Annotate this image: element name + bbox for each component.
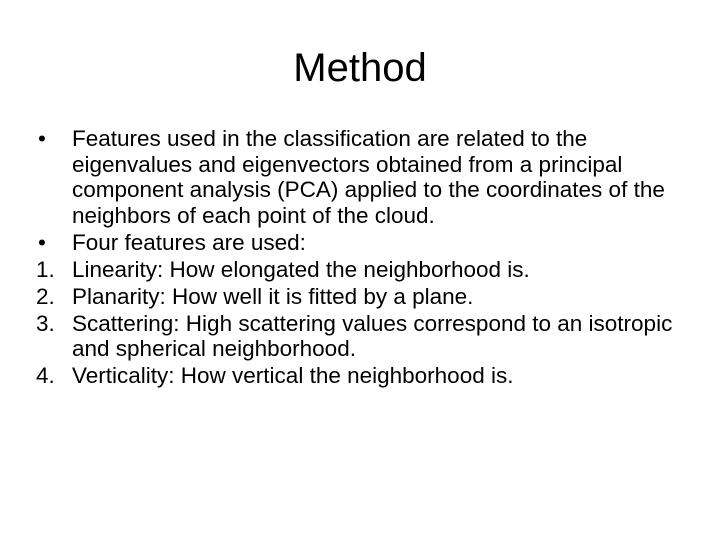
numbered-item bbox=[36, 284, 686, 310]
numbered-text: Planarity: How well it is fitted by a plane. bbox=[72, 283, 474, 309]
bullet-text: Four features are used: bbox=[72, 229, 306, 255]
numbered-text: Verticality: How vertical the neighborhood is. bbox=[72, 363, 514, 389]
bullet-item bbox=[36, 126, 686, 228]
slide-body bbox=[36, 126, 686, 389]
bullet-marker: • bbox=[38, 229, 46, 255]
bullet-marker: • bbox=[38, 126, 46, 151]
numbered-item bbox=[36, 363, 686, 389]
number-marker: 2. bbox=[36, 283, 55, 309]
numbered-item bbox=[36, 311, 686, 362]
bullet-text: Features used in the classification are related to the eigenvalues and eigenvectors obtained from a principal component analysis (PCA) applied to the coordinates of the neighbors of each point of the cloud. bbox=[72, 126, 665, 228]
number-marker: 3. bbox=[36, 310, 55, 336]
numbered-text: Linearity: How elongated the neighborhood is. bbox=[72, 256, 530, 282]
bullet-item bbox=[36, 230, 686, 256]
number-marker: 1. bbox=[36, 256, 55, 282]
numbered-text: Scattering: High scattering values correspond to an isotropic and spherical neighborhood. bbox=[72, 310, 673, 362]
slide-title: Method bbox=[293, 46, 427, 90]
number-marker: 4. bbox=[36, 363, 55, 389]
numbered-item bbox=[36, 257, 686, 283]
